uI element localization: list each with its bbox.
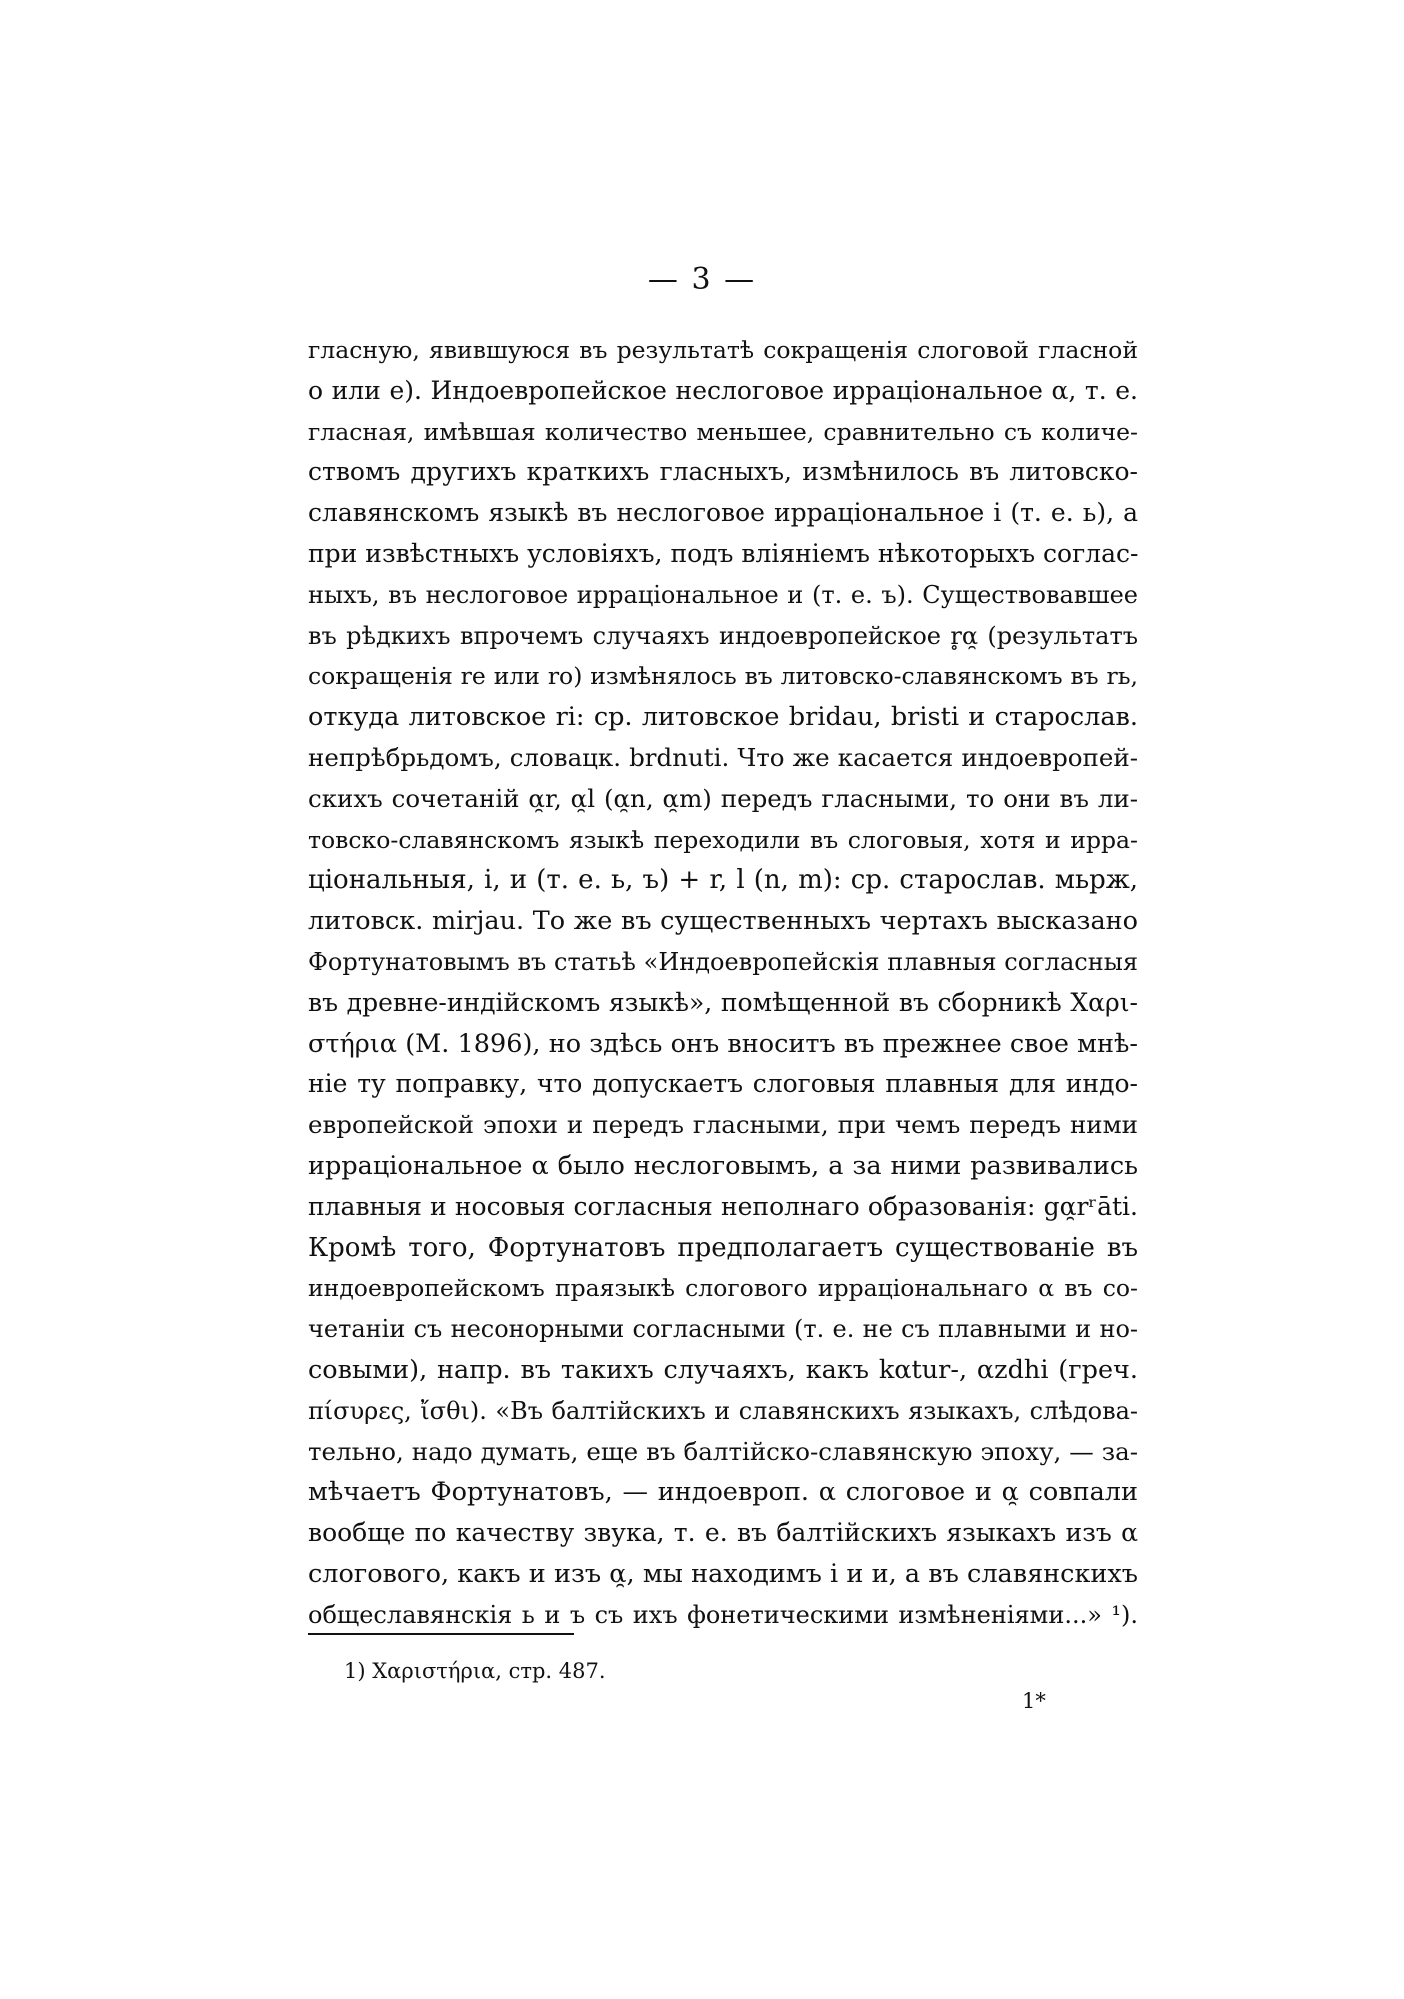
text-line: общеславянскія ь и ъ съ ихъ фонетическими измѣненіями...» ¹). — [308, 1600, 1138, 1629]
text-line: въ рѣдкихъ впрочемъ случаяхъ индоевропейское r̥α̯ (результатъ — [308, 621, 1138, 650]
text-line: ныхъ, въ неслоговое ирраціональное и (т. е. ъ). Существовавшее — [308, 580, 1138, 609]
text-line: сокращенія re или ro) измѣнялось въ литовско-славянскомъ въ rь, — [308, 662, 1138, 691]
text-line: откуда литовское ri: ср. литовское bridau, bristi и старослав. — [308, 702, 1138, 733]
text-line: ствомъ другихъ краткихъ гласныхъ, измѣнилось въ литовско- — [308, 457, 1138, 487]
text-line: гласная, имѣвшая количество меньшее, сравнительно съ количе- — [308, 417, 1138, 446]
page-number: — 3 — — [647, 262, 757, 297]
text-line: тельно, надо думать, еще въ балтійско-славянскую эпоху, — за- — [308, 1436, 1138, 1466]
text-line: гласную, явившуюся въ результатѣ сокращенія слоговой гласной — [308, 336, 1138, 364]
text-line: вообще по качеству звука, т. е. въ балтійскихъ языкахъ изъ α — [308, 1518, 1138, 1548]
text-line: скихъ сочетаній α̯r, α̯l (α̯n, α̯m) передъ гласными, то они въ ли- — [308, 783, 1138, 813]
text-line: славянскомъ языкѣ въ неслоговое ирраціональное і (т. е. ь), а — [308, 498, 1138, 528]
text-line: слогового, какъ и изъ α̯, мы находимъ і и и, а въ славянскихъ — [308, 1558, 1138, 1589]
text-line: индоевропейскомъ праязыкѣ слогового ирраціональнаго α въ со- — [308, 1274, 1138, 1303]
text-line: въ древне-индійскомъ языкѣ», помѣщенной въ сборникѣ Χαρι- — [308, 987, 1138, 1017]
body-text — [308, 330, 1138, 1636]
text-line: Кромѣ того, Фортунатовъ предполагаетъ существованіе въ — [308, 1232, 1138, 1263]
text-line: европейской эпохи и передъ гласными, при чемъ передъ ними — [308, 1110, 1138, 1140]
signature-mark: 1* — [1022, 1689, 1046, 1713]
text-line: ирраціональное α было неслоговымъ, а за ними развивались — [308, 1150, 1138, 1181]
text-line: στήρια (М. 1896), но здѣсь онъ вноситъ въ прежнее свое мнѣ- — [308, 1028, 1138, 1059]
text-line: плавныя и носовыя согласныя неполнаго образованія: gα̯rʳāti. — [308, 1191, 1138, 1221]
text-line: о или е). Индоевропейское неслоговое ирраціональное α, т. е. — [308, 375, 1138, 405]
text-line: при извѣстныхъ условіяхъ, подъ вліяніемъ нѣкоторыхъ соглас- — [308, 538, 1138, 568]
text-line: Фортунатовымъ въ статьѣ «Индоевропейскія плавныя согласныя — [308, 947, 1138, 976]
text-line: мѣчаетъ Фортунатовъ, — индоевроп. α слоговое и α̯ совпали — [308, 1477, 1138, 1508]
text-line: непрѣбрьдомъ, словацк. brdnuti. Что же касается индоевропей- — [308, 742, 1138, 772]
text-line: ніе ту поправку, что допускаетъ слоговыя плавныя для индо- — [308, 1069, 1138, 1099]
text-line: πίσυρες, ἴσθι). «Въ балтійскихъ и славянскихъ языкахъ, слѣдова- — [308, 1396, 1138, 1425]
footnote: 1) Χαριστήρια, стр. 487. — [344, 1659, 606, 1683]
text-line: литовск. mirjau. То же въ существенныхъ чертахъ высказано — [308, 906, 1138, 937]
footnote-divider — [308, 1633, 574, 1635]
text-line: ціональныя, і, и (т. е. ь, ъ) + r, l (n, m): ср. старослав. мьрж, — [308, 865, 1138, 896]
text-line: четаніи съ несонорными согласными (т. е. не съ плавными и но- — [308, 1315, 1138, 1344]
text-line: товско-славянскомъ языкѣ переходили въ слоговыя, хотя и ирра- — [308, 825, 1138, 854]
text-line: совыми), напр. въ такихъ случаяхъ, какъ kαtur-, αzdhi (греч. — [308, 1354, 1138, 1385]
